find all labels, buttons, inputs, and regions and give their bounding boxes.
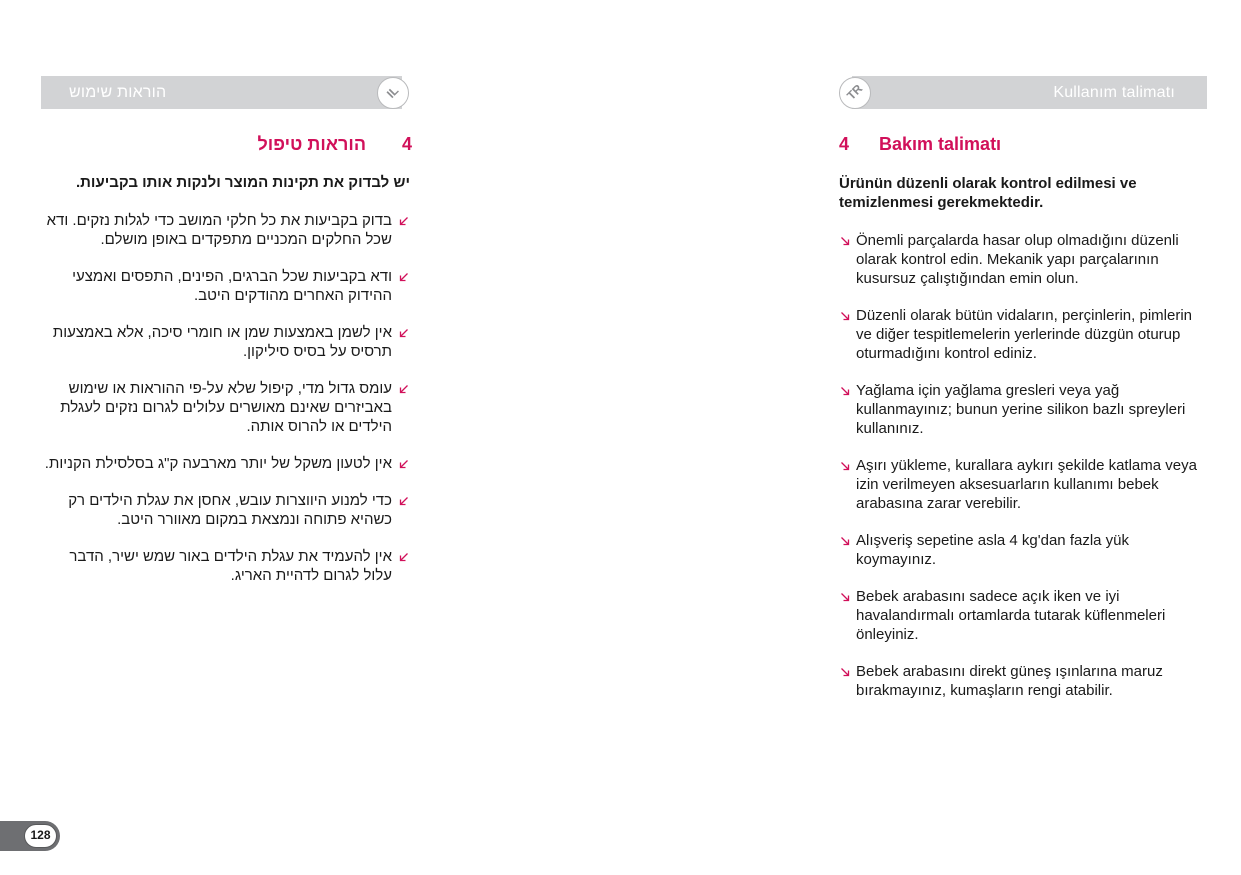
list-item-text: Önemli parçalarda hasar olup olmadığını düzenli olarak kontrol edin. Mekanik yapı parçalarının kusursuz çalıştığından emin olun. bbox=[856, 232, 1179, 287]
list-item bbox=[839, 456, 1207, 513]
arrow-bullet-icon bbox=[839, 310, 851, 322]
list-item-text: בדוק בקביעות את כל חלקי המושב כדי לגלות נזקים. ודא שכל החלקים המכניים מתפקדים באופן מושלם. bbox=[46, 212, 392, 248]
list-item-text: כדי למנוע היווצרות עובש, אחסן את עגלת הילדים רק כשהיא פתוחה ונמצאת במקום מאוורר היטב. bbox=[68, 492, 392, 528]
list-item bbox=[44, 491, 410, 529]
arrow-bullet-icon bbox=[398, 495, 410, 507]
header-title: Kullanım talimatı bbox=[1053, 84, 1175, 101]
language-code: TR bbox=[844, 81, 866, 103]
intro-text: יש לבדוק את תקינות המוצר ולנקות אותו בקביעות. bbox=[76, 174, 410, 191]
list-item-text: Aşırı yükleme, kurallara aykırı şekilde katlama veya izin verilmeyen aksesuarların kullanımı bebek arabasına zarar verebilir. bbox=[856, 457, 1197, 512]
list-item bbox=[44, 323, 410, 361]
list-item bbox=[44, 211, 410, 249]
list-item bbox=[839, 662, 1207, 700]
list-item-text: Düzenli olarak bütün vidaların, perçinlerin, pimlerin ve diğer tespitlemelerin yerlerinde düzgün oturup oturmadığını kontrol ediniz. bbox=[856, 307, 1192, 362]
arrow-bullet-icon bbox=[839, 535, 851, 547]
instruction-list bbox=[44, 211, 410, 603]
list-item bbox=[839, 531, 1207, 569]
section-number: 4 bbox=[401, 134, 412, 154]
list-item bbox=[839, 306, 1207, 363]
page-number-tab bbox=[0, 821, 60, 851]
arrow-bullet-icon bbox=[398, 383, 410, 395]
arrow-bullet-icon bbox=[839, 591, 851, 603]
arrow-bullet-icon bbox=[398, 327, 410, 339]
arrow-bullet-icon bbox=[839, 666, 851, 678]
page-number: 128 bbox=[24, 824, 57, 848]
arrow-bullet-icon bbox=[398, 458, 410, 470]
list-item bbox=[44, 267, 410, 305]
list-item-text: Yağlama için yağlama gresleri veya yağ kullanmayınız; bunun yerine silikon bazlı spreyleri kullanınız. bbox=[856, 382, 1186, 437]
list-item-text: Alışveriş sepetine asla 4 kg'dan fazla yük koymayınız. bbox=[856, 532, 1130, 568]
language-code: IL bbox=[383, 83, 402, 101]
list-item-text: עומס גדול מדי, קיפול שלא על-פי ההוראות או שימוש באביזרים שאינם מאושרים עלולים לגרום נזקים לעגלת הילדים או להרוס אותה. bbox=[60, 380, 392, 435]
arrow-bullet-icon bbox=[398, 551, 410, 563]
list-item-text: ודא בקביעות שכל הברגים, הפינים, התפסים ואמצעי ההידוק האחרים מהודקים היטב. bbox=[72, 268, 392, 304]
section-title: הוראות טיפול bbox=[257, 134, 366, 154]
list-item-text: אין לשמן באמצעות שמן או חומרי סיכה, אלא באמצעות תרסיס על בסיס סיליקון. bbox=[52, 324, 392, 360]
language-badge bbox=[377, 77, 409, 109]
arrow-bullet-icon bbox=[839, 235, 851, 247]
arrow-bullet-icon bbox=[398, 215, 410, 227]
list-item bbox=[839, 587, 1207, 644]
intro-text: Ürünün düzenli olarak kontrol edilmesi ve temizlenmesi gerekmektedir. bbox=[839, 175, 1137, 211]
arrow-bullet-icon bbox=[839, 460, 851, 472]
language-badge bbox=[839, 77, 871, 109]
list-item-text: אין להעמיד את עגלת הילדים באור שמש ישיר, הדבר עלול לגרום לדהיית האריג. bbox=[69, 548, 392, 584]
list-item-text: Bebek arabasını direkt güneş ışınlarına maruz bırakmayınız, kumaşların rengi atabilir. bbox=[856, 663, 1163, 699]
arrow-bullet-icon bbox=[398, 271, 410, 283]
section-number: 4 bbox=[839, 134, 850, 154]
list-item-text: אין לטעון משקל של יותר מארבעה ק"ג בסלסילת הקניות. bbox=[44, 455, 392, 472]
list-item bbox=[839, 231, 1207, 288]
section-title: Bakım talimatı bbox=[879, 134, 1002, 154]
arrow-bullet-icon bbox=[839, 385, 851, 397]
instruction-list bbox=[839, 231, 1207, 718]
list-item bbox=[44, 547, 410, 585]
header-title: הוראות שימוש bbox=[69, 84, 167, 101]
list-item bbox=[44, 379, 410, 436]
list-item bbox=[839, 381, 1207, 438]
list-item-text: Bebek arabasını sadece açık iken ve iyi havalandırmalı ortamlarda tutarak küflenmeleri önleyiniz. bbox=[856, 588, 1166, 643]
header-bar bbox=[852, 76, 1207, 109]
list-item bbox=[44, 454, 410, 473]
section-heading bbox=[839, 134, 1059, 155]
header-bar bbox=[41, 76, 402, 109]
